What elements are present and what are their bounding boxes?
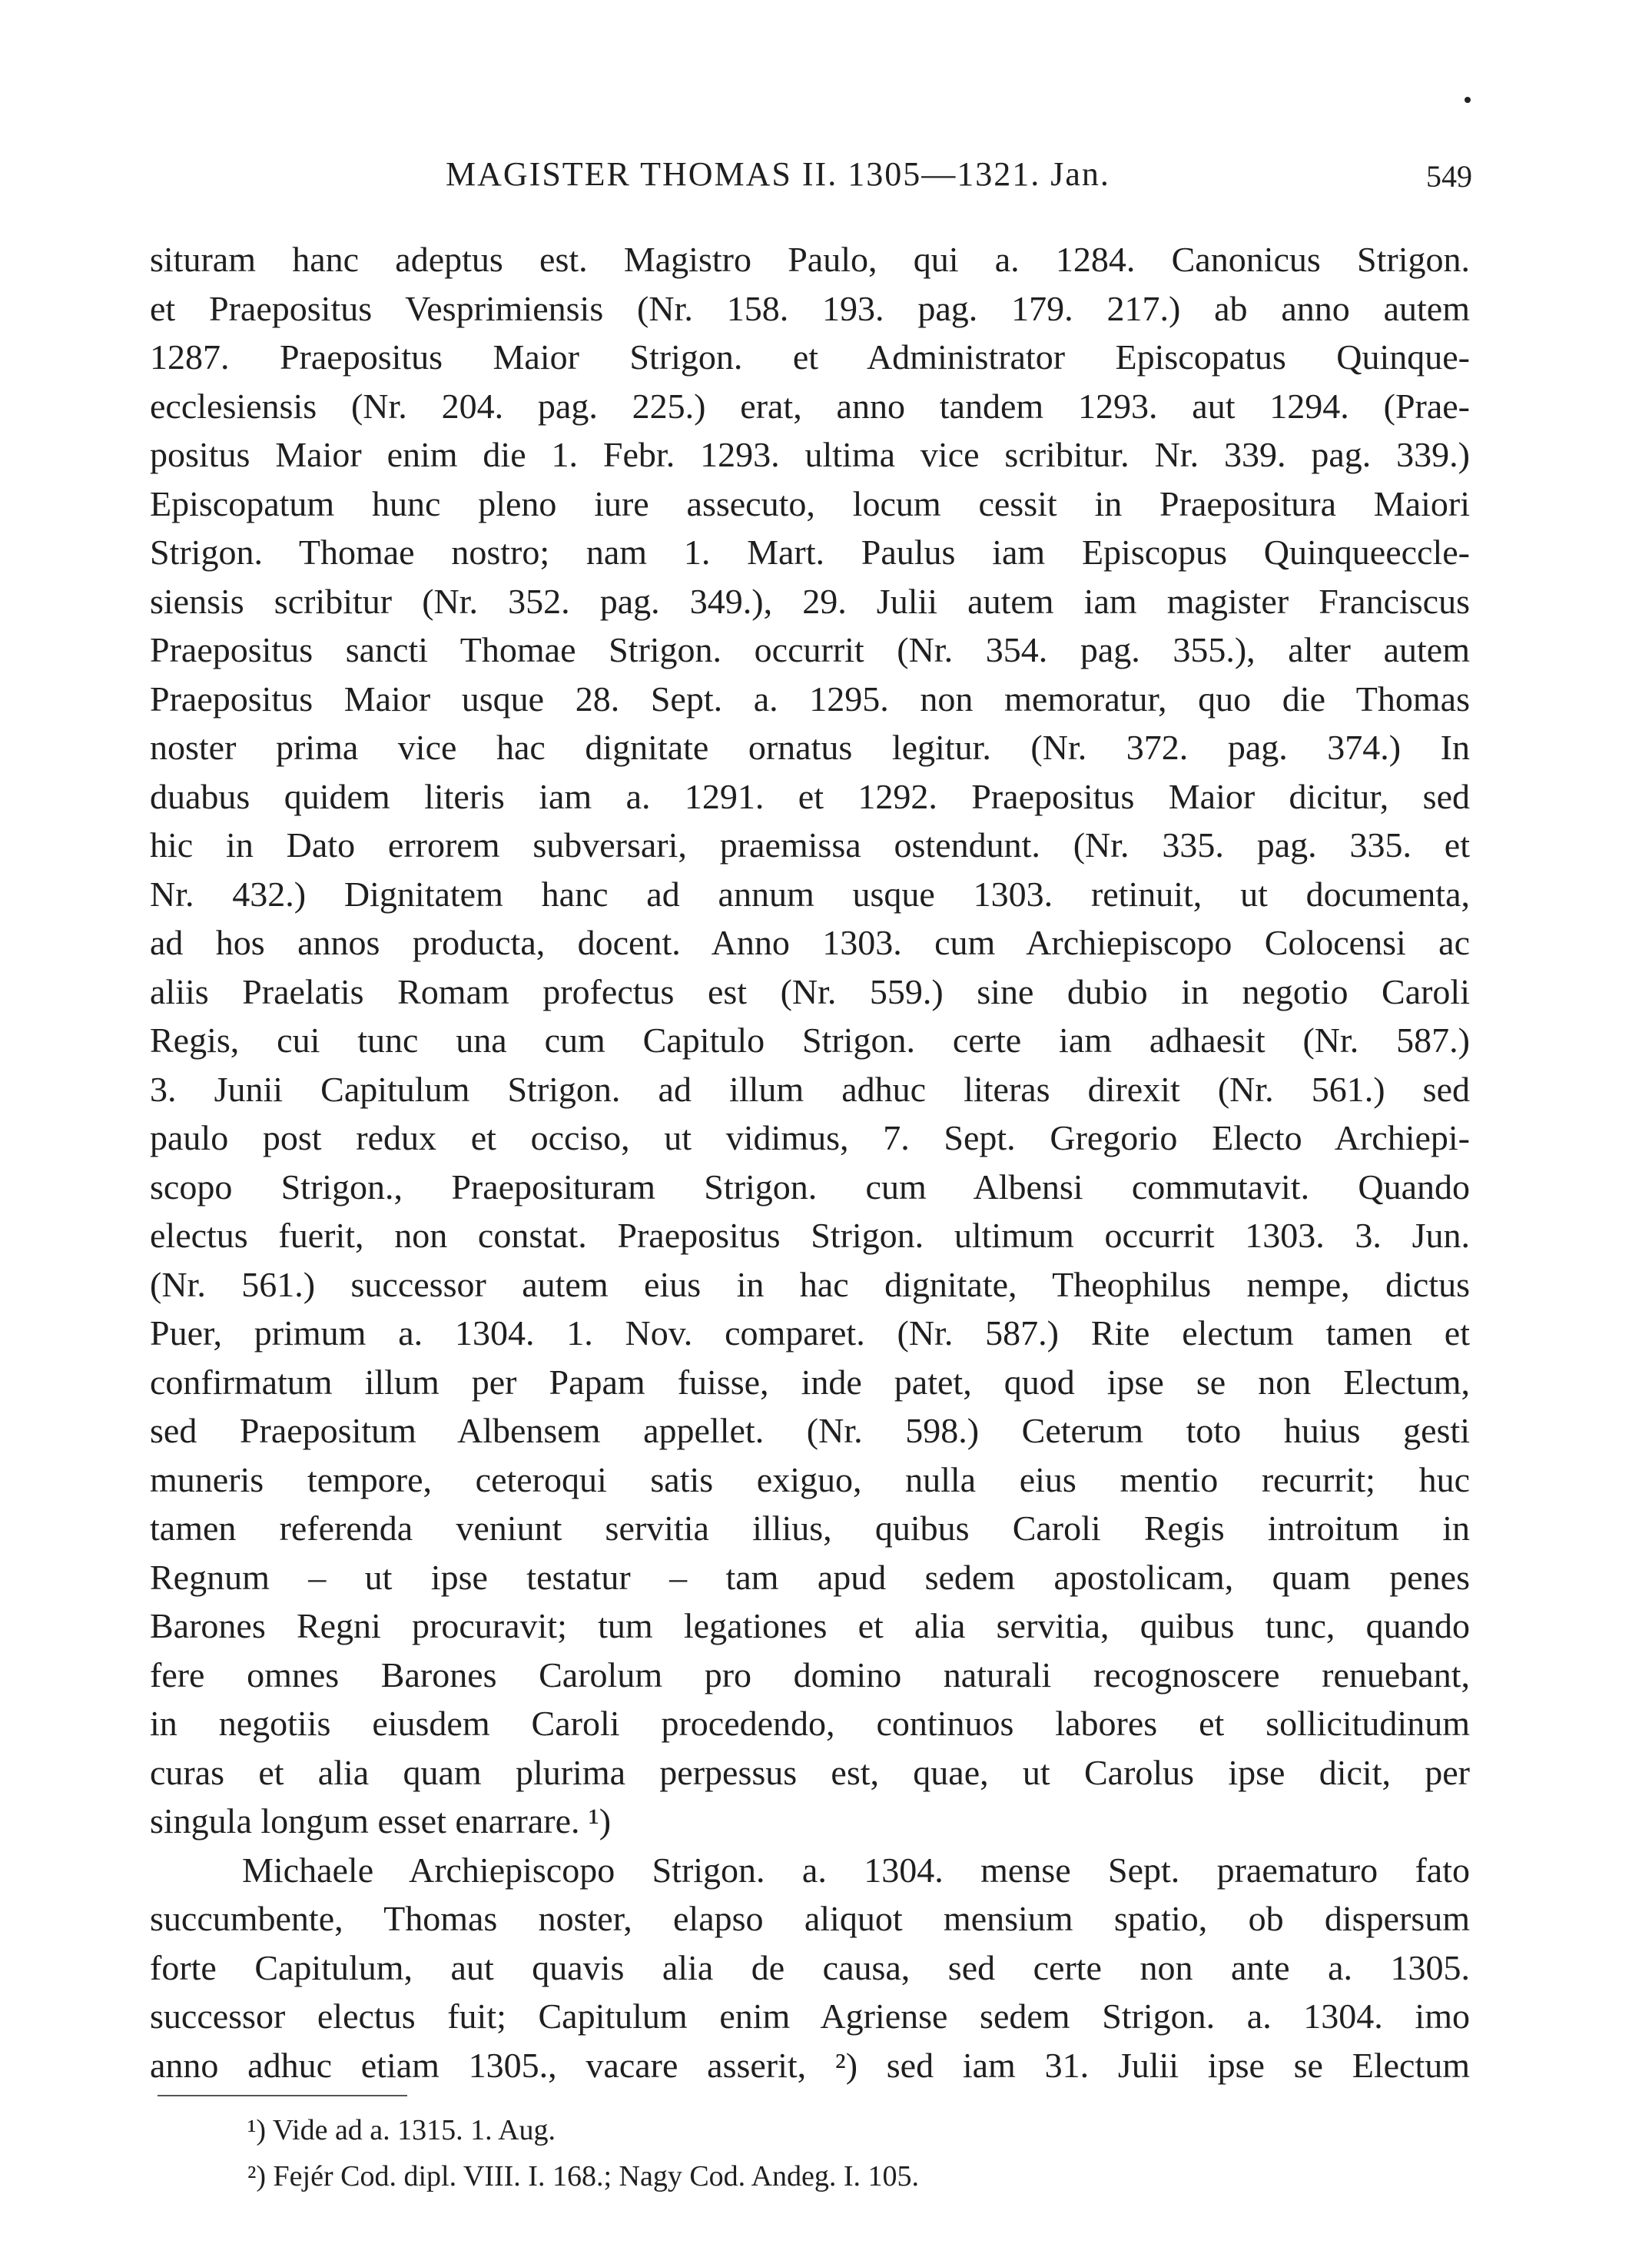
text-line: scopo Strigon., Praeposituram Strigon. cum Albensi commutavit. Quando <box>150 1167 1470 1207</box>
footnotes <box>247 2107 919 2199</box>
text-line: curas et alia quam plurima perpessus est, quae, ut Carolus ipse dicit, per <box>150 1752 1470 1792</box>
text-line: 1287. Praepositus Maior Strigon. et Administrator Episcopatus Quinque- <box>150 337 1470 377</box>
text-line: tamen referenda veniunt servitia illius, quibus Caroli Regis introitum in <box>150 1509 1470 1548</box>
text-line: siensis scribitur (Nr. 352. pag. 349.), 29. Julii autem iam magister Franciscus <box>150 581 1470 621</box>
text-line: (Nr. 561.) successor autem eius in hac dignitate, Theophilus nempe, dictus <box>150 1264 1470 1304</box>
text-line: duabus quidem literis iam a. 1291. et 1292. Praepositus Maior dicitur, sed <box>150 776 1470 816</box>
text-line: noster prima vice hac dignitate ornatus legitur. (Nr. 372. pag. 374.) In <box>150 728 1470 767</box>
printed-dot <box>1465 97 1471 103</box>
text-line: et Praepositus Vesprimiensis (Nr. 158. 193. pag. 179. 217.) ab anno autem <box>150 288 1470 328</box>
running-title: MAGISTER THOMAS II. 1305—1321. Jan. <box>446 155 1110 193</box>
text-line: Regnum – ut ipse testatur – tam apud sedem apostolicam, quam penes <box>150 1557 1470 1597</box>
text-line: in negotiis eiusdem Caroli procedendo, continuos labores et sollicitudinum <box>150 1704 1470 1743</box>
text-line: ad hos annos producta, docent. Anno 1303. cum Archiepiscopo Colocensi ac <box>150 923 1470 962</box>
text-line: anno adhuc etiam 1305., vacare asserit, ²) sed iam 31. Julii ipse se Electum <box>150 2045 1470 2085</box>
text-line: successor electus fuit; Capitulum enim Agriense sedem Strigon. a. 1304. imo <box>150 1996 1470 2036</box>
text-line: Strigon. Thomae nostro; nam 1. Mart. Paulus iam Episcopus Quinqueeccle- <box>150 533 1470 572</box>
text-line: Praepositus sancti Thomae Strigon. occurrit (Nr. 354. pag. 355.), alter autem <box>150 630 1470 669</box>
footnote-1: ¹) Vide ad a. 1315. 1. Aug. <box>247 2114 556 2146</box>
text-line: Barones Regni procuravit; tum legationes et alia servitia, quibus tunc, quando <box>150 1606 1470 1645</box>
text-line: sed Praepositum Albensem appellet. (Nr. 598.) Ceterum toto huius gesti <box>150 1411 1470 1450</box>
text-line: aliis Praelatis Romam profectus est (Nr. 559.) sine dubio in negotio Caroli <box>150 971 1470 1011</box>
text-line: forte Capitulum, aut quavis alia de causa, sed certe non ante a. 1305. <box>150 1947 1470 1987</box>
paragraph-end-line: singula longum esset enarrare. ¹) <box>150 1801 612 1840</box>
footnote-2: ²) Fejér Cod. dipl. VIII. I. 168.; Nagy Cod. Andeg. I. 105. <box>247 2160 920 2192</box>
page-number: 549 <box>1426 159 1472 194</box>
text-line: muneris tempore, ceteroqui satis exiguo, nulla eius mentio recurrit; huc <box>150 1459 1470 1499</box>
footnote-divider <box>158 2095 407 2096</box>
body-text <box>150 235 1470 2089</box>
paragraph-start-line: Michaele Archiepiscopo Strigon. a. 1304. mense Sept. praematuro fato <box>242 1850 1470 1890</box>
text-line: Regis, cui tunc una cum Capitulo Strigon. certe iam adhaesit (Nr. 587.) <box>150 1021 1470 1060</box>
text-line: fere omnes Barones Carolum pro domino naturali recognoscere renuebant, <box>150 1655 1470 1694</box>
text-line: Episcopatum hunc pleno iure assecuto, locum cessit in Praepositura Maiori <box>150 483 1470 523</box>
text-line: electus fuerit, non constat. Praepositus Strigon. ultimum occurrit 1303. 3. Jun. <box>150 1216 1470 1255</box>
text-line: 3. Junii Capitulum Strigon. ad illum adhuc literas direxit (Nr. 561.) sed <box>150 1069 1470 1109</box>
text-line: paulo post redux et occiso, ut vidimus, 7. Sept. Gregorio Electo Archiepi- <box>150 1118 1470 1157</box>
text-line: Praepositus Maior usque 28. Sept. a. 1295. non memoratur, quo die Thomas <box>150 679 1470 719</box>
text-line: succumbente, Thomas noster, elapso aliquot mensium spatio, ob dispersum <box>150 1899 1470 1938</box>
text-line: situram hanc adeptus est. Magistro Paulo, qui a. 1284. Canonicus Strigon. <box>150 240 1470 279</box>
text-line: hic in Dato errorem subversari, praemissa ostendunt. (Nr. 335. pag. 335. et <box>150 825 1470 865</box>
text-line: ecclesiensis (Nr. 204. pag. 225.) erat, anno tandem 1293. aut 1294. (Prae- <box>150 386 1470 426</box>
text-line: Puer, primum a. 1304. 1. Nov. comparet. (Nr. 587.) Rite electum tamen et <box>150 1313 1470 1353</box>
text-line: positus Maior enim die 1. Febr. 1293. ultima vice scribitur. Nr. 339. pag. 339.) <box>150 435 1470 474</box>
text-line: confirmatum illum per Papam fuisse, inde patet, quod ipse se non Electum, <box>150 1362 1470 1402</box>
text-line: Nr. 432.) Dignitatem hanc ad annum usque 1303. retinuit, ut documenta, <box>150 874 1470 914</box>
